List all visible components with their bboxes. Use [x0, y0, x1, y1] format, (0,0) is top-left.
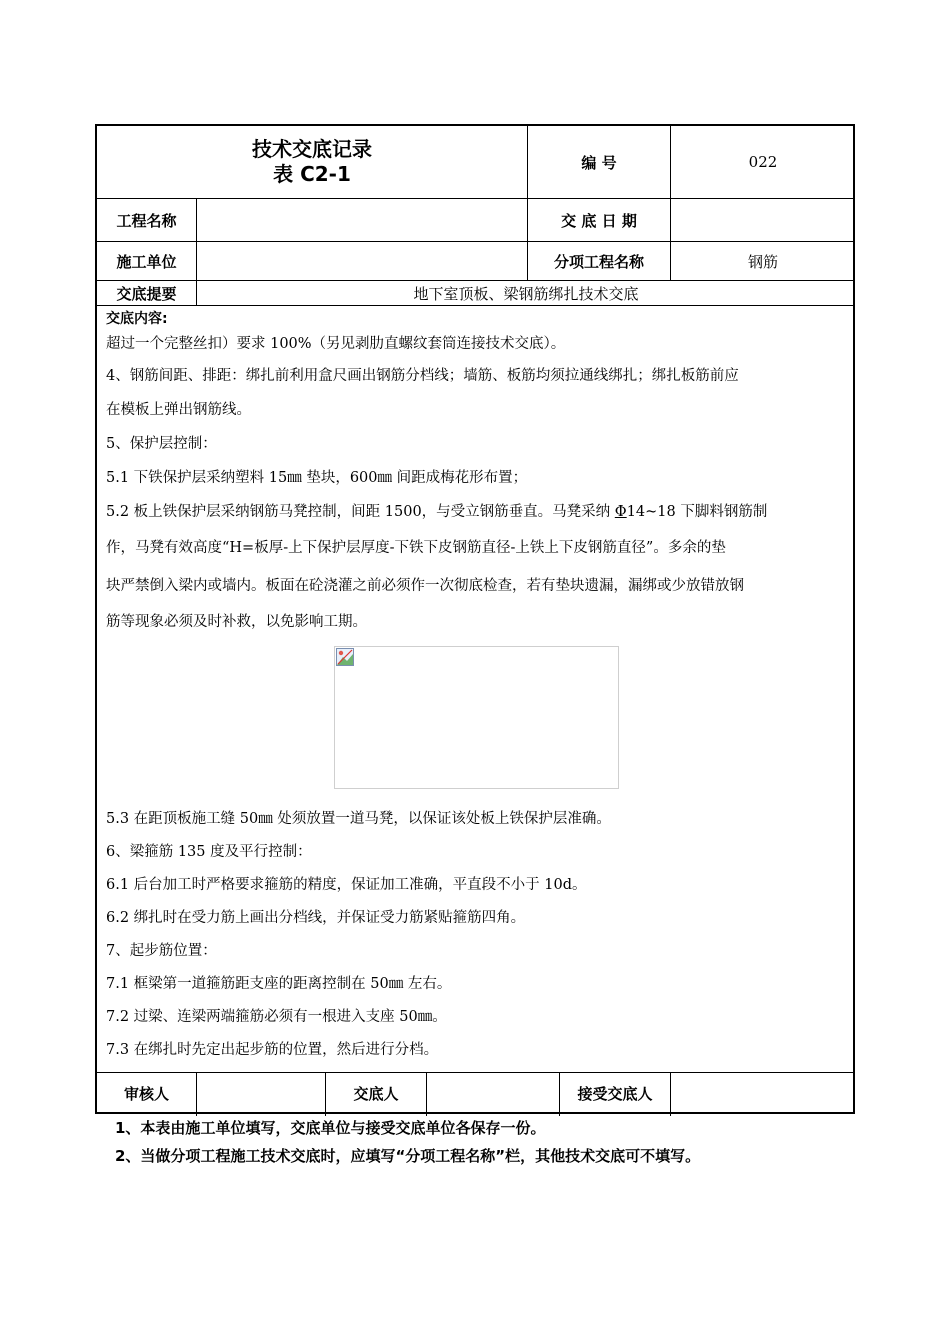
content-text: 5.2 板上铁保护层采纳钢筋马凳控制，间距 1500，与受立钢筋垂直。马凳采纳 — [106, 504, 615, 520]
date-label: 交 底 日 期 — [561, 211, 637, 230]
note-item: 2、当做分项工程施工技术交底时，应填写“分项工程名称”栏，其他技术交底可不填写。 — [115, 1147, 701, 1165]
project-name-label: 工程名称 — [116, 211, 177, 230]
content-line: 块严禁倒入梁内或墙内。板面在砼浇灌之前必须作一次彻底检查，若有垫块遗漏，漏绑或少放错放钢 — [106, 578, 744, 594]
content-line — [106, 495, 845, 529]
content-line: 7、起步筋位置： — [106, 943, 217, 959]
discloser-label: 交底人 — [353, 1085, 399, 1103]
number-label: 编 号 — [581, 153, 617, 172]
form-title-main: 技术交底记录 — [252, 137, 372, 161]
subitem-field[interactable]: 钢筋 — [747, 252, 778, 271]
summary-field[interactable]: 地下室顶板、梁钢筋绑扎技术交底 — [413, 284, 639, 303]
receiver-label: 接受交底人 — [577, 1085, 653, 1103]
content-line: 在模板上弹出钢筋线。 — [106, 402, 251, 418]
content-line: 7.3 在绑扎时先定出起步筋的位置，然后进行分档。 — [106, 1042, 439, 1058]
receiver-field[interactable] — [671, 1073, 855, 1114]
summary-label: 交底提要 — [116, 284, 177, 303]
disclosure-content — [106, 309, 845, 639]
row-divider — [97, 305, 853, 306]
content-line: 7.2 过梁、连梁两端箍筋必须有一根进入支座 50㎜。 — [106, 1009, 447, 1025]
content-line: 7.1 框梁第一道箍筋距支座的距离控制在 50㎜ 左右。 — [106, 976, 452, 992]
note-item: 1、本表由施工单位填写，交底单位与接受交底单位各保存一份。 — [115, 1119, 546, 1137]
form-notes — [115, 1114, 700, 1170]
unit-field[interactable] — [197, 242, 527, 280]
content-heading: 交底内容: — [106, 311, 168, 327]
content-line: 6.2 绑扎时在受力筋上画出分档线，并保证受力筋紧贴箍筋四角。 — [106, 910, 526, 926]
disclosure-record-form — [95, 124, 855, 1114]
content-line: 5.1 下铁保护层采纳塑料 15㎜ 垫块，600㎜ 间距成梅花形布置； — [106, 470, 528, 486]
content-line: 5、保护层控制： — [106, 436, 217, 452]
form-title-code: 表 C2-1 — [273, 162, 351, 186]
content-line: 筋等现象必须及时补救，以免影响工期。 — [106, 614, 367, 630]
content-line: 6.1 后台加工时严格要求箍筋的精度，保证加工准确，平直段不小于 10d。 — [106, 877, 587, 893]
content-line: 超过一个完整丝扣）要求 100%（另见剥肋直螺纹套筒连接技术交底）。 — [106, 336, 566, 352]
reviewer-label: 审核人 — [123, 1085, 169, 1103]
date-field[interactable] — [671, 199, 855, 241]
broken-image-icon — [336, 648, 354, 666]
figure-placeholder — [334, 646, 619, 789]
reviewer-field[interactable] — [197, 1073, 325, 1114]
unit-label: 施工单位 — [116, 252, 177, 271]
rebar-diameter-symbol: Φ — [614, 504, 627, 520]
form-title — [97, 126, 527, 198]
discloser-field[interactable] — [427, 1073, 559, 1114]
content-line: 6、梁箍筋 135 度及平行控制： — [106, 844, 312, 860]
project-name-field[interactable] — [197, 199, 527, 241]
disclosure-content-continued — [106, 803, 845, 1067]
content-line: 作，马凳有效高度“H=板厚-上下保护层厚度-下铁下皮钢筋直径-上铁上下皮钢筋直径”。多余的垫 — [106, 540, 726, 556]
content-line: 5.3 在距顶板施工缝 50㎜ 处须放置一道马凳，以保证该处板上铁保护层准确。 — [106, 811, 611, 827]
number-value[interactable]: 022 — [748, 153, 778, 171]
content-line: 4、钢筋间距、排距：绑扎前利用盒尺画出钢筋分档线；墙筋、板筋均须拉通线绑扎；绑扎板筋前应 — [106, 368, 739, 384]
subitem-label: 分项工程名称 — [553, 252, 644, 271]
content-text: 14~18 下脚料钢筋制 — [626, 504, 768, 520]
